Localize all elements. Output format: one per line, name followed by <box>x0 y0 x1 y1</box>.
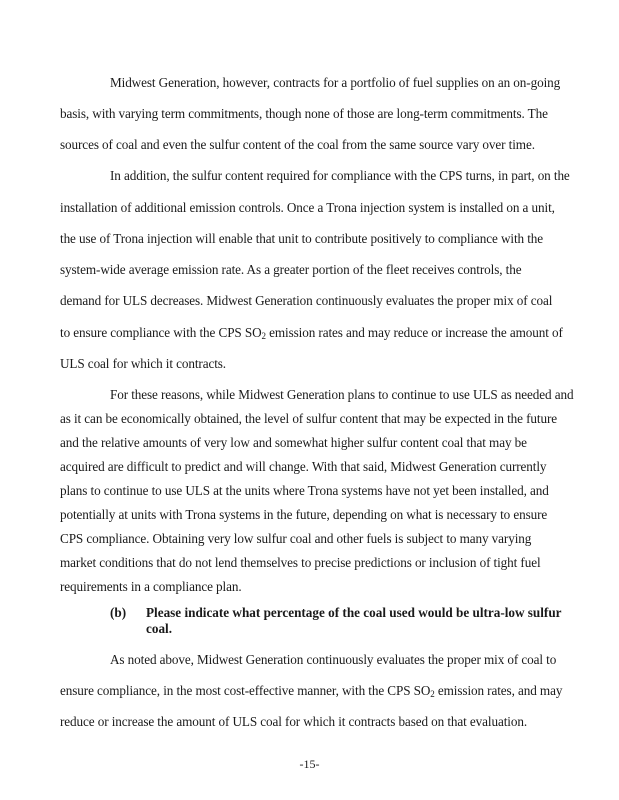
paragraph-3-line-3: and the relative amounts of very low and somewhat higher sulfur content coal that may be <box>60 435 527 450</box>
paragraph-3-line-4: acquired are difficult to predict and will change. With that said, Midwest Generation currently <box>60 459 547 474</box>
paragraph-2-line-6-post: emission rates and may reduce or increase the amount of <box>265 325 563 340</box>
question-line-1: Please indicate what percentage of the coal used would be ultra-low sulfur <box>146 605 562 620</box>
paragraph-2-line-1: In addition, the sulfur content required for compliance with the CPS turns, in part, on the <box>110 168 570 183</box>
paragraph-3-line-7: CPS compliance. Obtaining very low sulfur coal and other fuels is subject to many varying <box>60 531 532 546</box>
paragraph-3-line-2: as it can be economically obtained, the level of sulfur content that may be expected in the future <box>60 411 557 426</box>
paragraph-4-line-2-sub: 2 <box>430 689 435 699</box>
paragraph-2-line-7: ULS coal for which it contracts. <box>60 356 226 371</box>
page-number: -15- <box>299 757 320 771</box>
paragraph-2-line-3: the use of Trona injection will enable that unit to contribute positively to compliance with the <box>60 231 544 246</box>
paragraph-2-line-4: system-wide average emission rate. As a greater portion of the fleet receives controls, the <box>60 262 522 277</box>
paragraph-2-line-5: demand for ULS decreases. Midwest Generation continuously evaluates the proper mix of coal <box>60 293 553 308</box>
paragraph-1-line-1: Midwest Generation, however, contracts for a portfolio of fuel supplies on an on-going <box>110 75 561 90</box>
paragraph-3-line-6: potentially at units with Trona systems in the future, depending on what is necessary to ensure <box>60 507 548 522</box>
paragraph-3-line-1: For these reasons, while Midwest Generation plans to continue to use ULS as needed and <box>110 387 574 402</box>
paragraph-3-line-8: market conditions that do not lend themselves to precise predictions or inclusion of tight fuel <box>60 555 541 570</box>
paragraph-1-line-3: sources of coal and even the sulfur content of the coal from the same source vary over time. <box>60 137 535 152</box>
paragraph-3-line-9: requirements in a compliance plan. <box>60 579 242 594</box>
paragraph-2-line-6-sub: 2 <box>261 331 266 341</box>
paragraph-4-line-2-pre: ensure compliance, in the most cost-effective manner, with the CPS SO <box>60 683 431 698</box>
paragraph-4-line-2 <box>60 683 562 699</box>
paragraph-1-line-2: basis, with varying term commitments, though none of those are long-term commitments. The <box>60 106 548 121</box>
question-label: (b) <box>110 605 127 620</box>
paragraph-2-line-6 <box>60 325 563 341</box>
paragraph-3-line-5: plans to continue to use ULS at the units where Trona systems have not yet been installed, and <box>60 483 549 498</box>
question-line-2: coal. <box>146 621 173 636</box>
paragraph-2-line-2: installation of additional emission controls. Once a Trona injection system is installed on a unit, <box>60 200 555 215</box>
paragraph-4-line-3: reduce or increase the amount of ULS coal for which it contracts based on that evaluation. <box>60 714 528 729</box>
paragraph-4-line-2-post: emission rates, and may <box>434 683 563 698</box>
paragraph-2-line-6-pre: to ensure compliance with the CPS SO <box>60 325 262 340</box>
paragraph-4-line-1: As noted above, Midwest Generation continuously evaluates the proper mix of coal to <box>110 652 557 667</box>
